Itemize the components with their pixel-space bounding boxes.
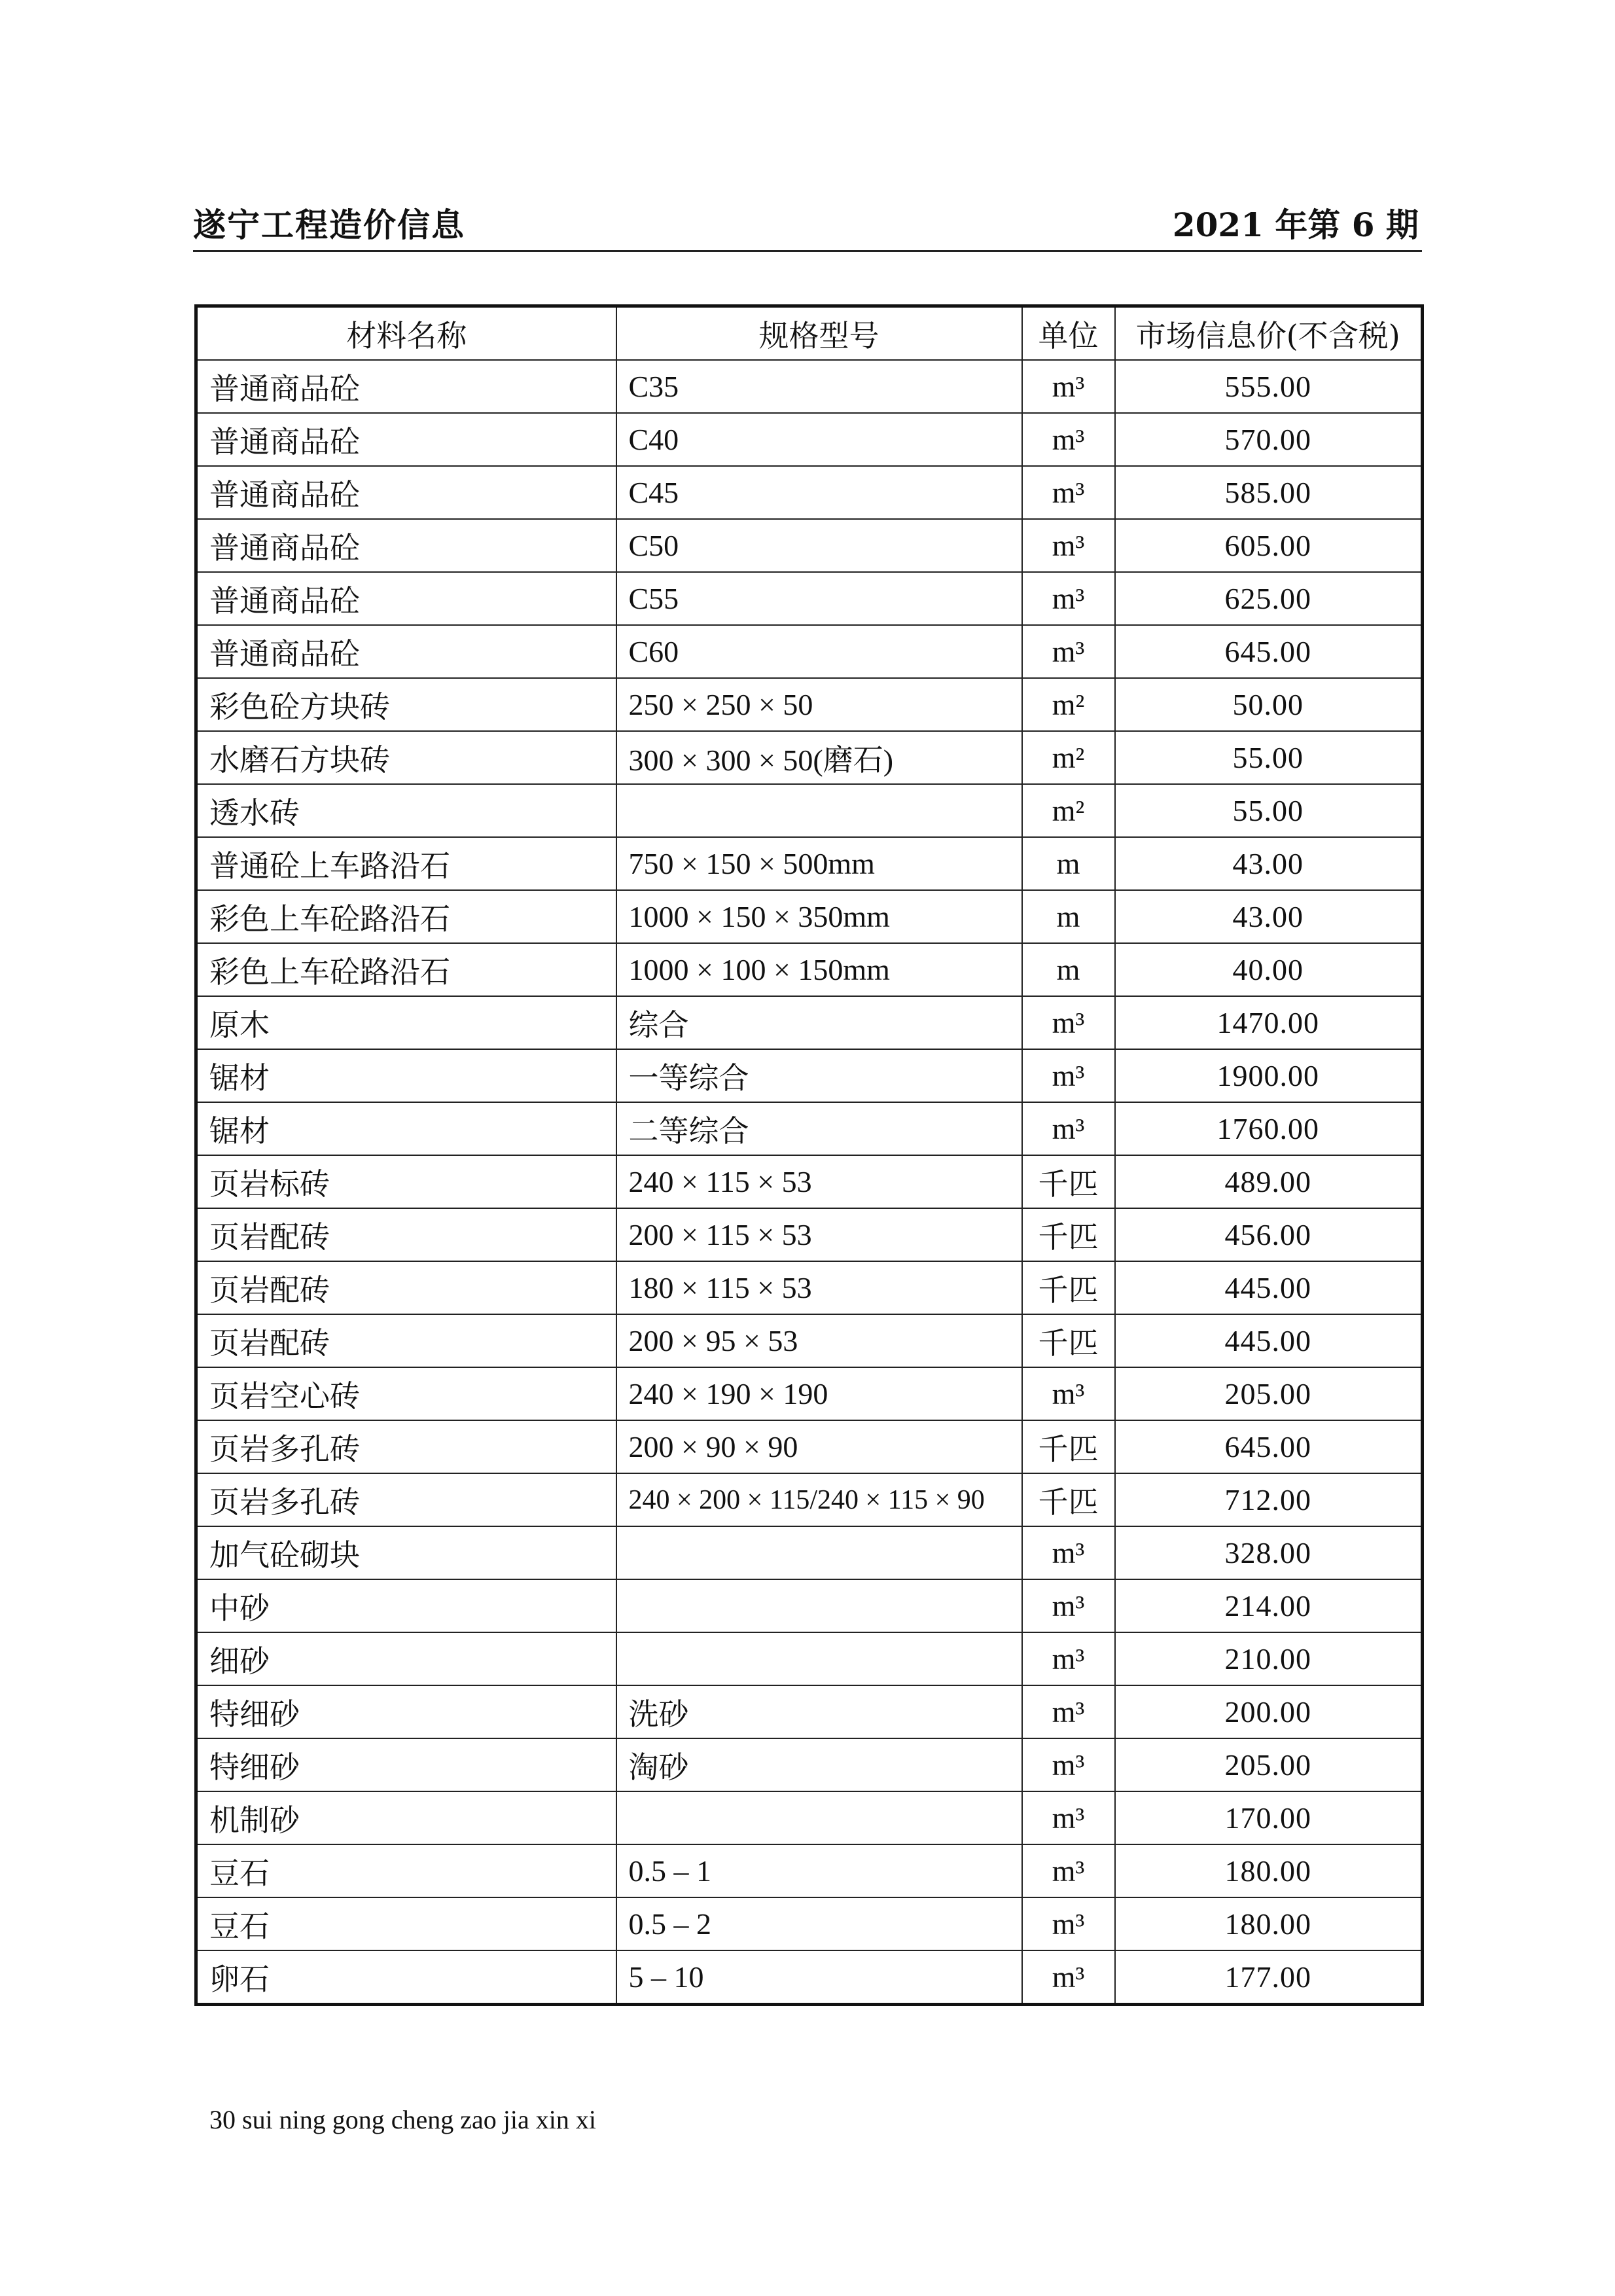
price-cell: 1760.00 (1115, 1102, 1423, 1155)
table-row (196, 572, 1423, 625)
price-cell: 712.00 (1115, 1473, 1423, 1526)
unit-cell: m³ (1022, 1102, 1115, 1155)
spec-cell: 200 × 115 × 53 (616, 1208, 1022, 1261)
price-cell: 214.00 (1115, 1579, 1423, 1632)
price-cell: 50.00 (1115, 678, 1423, 731)
price-cell: 210.00 (1115, 1632, 1423, 1685)
spec-cell (616, 1632, 1022, 1685)
unit-cell: m³ (1022, 1738, 1115, 1791)
material-name-cell: 锯材 (196, 1049, 616, 1102)
table-row (196, 1897, 1423, 1950)
price-cell: 1900.00 (1115, 1049, 1423, 1102)
spec-cell: C50 (616, 519, 1022, 572)
table-row (196, 1420, 1423, 1473)
table-row (196, 1155, 1423, 1208)
material-name-cell: 特细砂 (196, 1738, 616, 1791)
table-row (196, 1526, 1423, 1579)
price-cell: 489.00 (1115, 1155, 1423, 1208)
table-row (196, 1579, 1423, 1632)
spec-cell: 5 – 10 (616, 1950, 1022, 2005)
table-row (196, 837, 1423, 890)
table-row (196, 996, 1423, 1049)
material-name-cell: 特细砂 (196, 1685, 616, 1738)
material-name-cell: 彩色砼方块砖 (196, 678, 616, 731)
column-header-price: 市场信息价(不含税) (1115, 306, 1423, 361)
table-row (196, 625, 1423, 678)
unit-cell: m (1022, 837, 1115, 890)
material-name-cell: 普通商品砼 (196, 625, 616, 678)
unit-cell: m (1022, 890, 1115, 943)
table-body (196, 360, 1423, 2005)
price-cell: 645.00 (1115, 625, 1423, 678)
spec-cell: 200 × 90 × 90 (616, 1420, 1022, 1473)
price-cell: 180.00 (1115, 1897, 1423, 1950)
price-cell: 55.00 (1115, 784, 1423, 837)
material-name-cell: 卵石 (196, 1950, 616, 2005)
spec-cell: 0.5 – 2 (616, 1897, 1022, 1950)
price-cell: 40.00 (1115, 943, 1423, 996)
table-row (196, 360, 1423, 413)
price-cell: 205.00 (1115, 1738, 1423, 1791)
spec-cell (616, 784, 1022, 837)
price-cell: 605.00 (1115, 519, 1423, 572)
table-row (196, 1844, 1423, 1897)
table-row (196, 413, 1423, 466)
table-row (196, 1261, 1423, 1314)
unit-cell: m³ (1022, 1579, 1115, 1632)
unit-cell: m³ (1022, 1685, 1115, 1738)
spec-cell: 一等综合 (616, 1049, 1022, 1102)
price-cell: 43.00 (1115, 890, 1423, 943)
unit-cell: m² (1022, 678, 1115, 731)
material-name-cell: 加气砼砌块 (196, 1526, 616, 1579)
price-cell: 177.00 (1115, 1950, 1423, 2005)
table-row (196, 1049, 1423, 1102)
unit-cell: m (1022, 943, 1115, 996)
material-name-cell: 普通商品砼 (196, 360, 616, 413)
spec-cell: 240 × 115 × 53 (616, 1155, 1022, 1208)
spec-cell: C45 (616, 466, 1022, 519)
material-name-cell: 普通商品砼 (196, 413, 616, 466)
price-cell: 456.00 (1115, 1208, 1423, 1261)
table-row (196, 1791, 1423, 1844)
spec-cell: 1000 × 150 × 350mm (616, 890, 1022, 943)
material-name-cell: 彩色上车砼路沿石 (196, 890, 616, 943)
unit-cell: m³ (1022, 519, 1115, 572)
material-name-cell: 豆石 (196, 1897, 616, 1950)
price-cell: 585.00 (1115, 466, 1423, 519)
spec-cell: 750 × 150 × 500mm (616, 837, 1022, 890)
table-row (196, 1685, 1423, 1738)
spec-cell: 二等综合 (616, 1102, 1022, 1155)
spec-cell: 240 × 200 × 115/240 × 115 × 90 (616, 1473, 1022, 1526)
unit-cell: m³ (1022, 466, 1115, 519)
unit-cell: m³ (1022, 1049, 1115, 1102)
column-header-spec: 规格型号 (616, 306, 1022, 361)
price-cell: 445.00 (1115, 1261, 1423, 1314)
spec-cell: 300 × 300 × 50(磨石) (616, 731, 1022, 784)
unit-cell: 千匹 (1022, 1261, 1115, 1314)
spec-cell (616, 1791, 1022, 1844)
material-name-cell: 锯材 (196, 1102, 616, 1155)
spec-cell (616, 1526, 1022, 1579)
unit-cell: m³ (1022, 1844, 1115, 1897)
unit-cell: m³ (1022, 625, 1115, 678)
material-name-cell: 普通商品砼 (196, 466, 616, 519)
table-row (196, 784, 1423, 837)
header-divider (193, 250, 1422, 252)
column-header-unit: 单位 (1022, 306, 1115, 361)
material-name-cell: 豆石 (196, 1844, 616, 1897)
table-row (196, 1208, 1423, 1261)
table-row (196, 1102, 1423, 1155)
spec-cell: 1000 × 100 × 150mm (616, 943, 1022, 996)
material-name-cell: 页岩空心砖 (196, 1367, 616, 1420)
price-cell: 328.00 (1115, 1526, 1423, 1579)
spec-cell: 淘砂 (616, 1738, 1022, 1791)
price-cell: 645.00 (1115, 1420, 1423, 1473)
spec-cell: 180 × 115 × 53 (616, 1261, 1022, 1314)
price-cell: 1470.00 (1115, 996, 1423, 1049)
table-row (196, 1473, 1423, 1526)
table-row (196, 1367, 1423, 1420)
material-name-cell: 透水砖 (196, 784, 616, 837)
spec-cell: C40 (616, 413, 1022, 466)
material-name-cell: 普通商品砼 (196, 519, 616, 572)
price-cell: 570.00 (1115, 413, 1423, 466)
price-cell: 43.00 (1115, 837, 1423, 890)
unit-cell: m³ (1022, 1897, 1115, 1950)
issue-label: 2021 年第 6 期 (1172, 206, 1419, 244)
price-cell: 205.00 (1115, 1367, 1423, 1420)
table-row (196, 1314, 1423, 1367)
material-name-cell: 页岩多孔砖 (196, 1473, 616, 1526)
material-name-cell: 水磨石方块砖 (196, 731, 616, 784)
spec-cell: 240 × 190 × 190 (616, 1367, 1022, 1420)
price-cell: 55.00 (1115, 731, 1423, 784)
table-row (196, 678, 1423, 731)
material-name-cell: 页岩配砖 (196, 1261, 616, 1314)
spec-cell: C60 (616, 625, 1022, 678)
price-cell: 445.00 (1115, 1314, 1423, 1367)
unit-cell: m³ (1022, 996, 1115, 1049)
unit-cell: m³ (1022, 1791, 1115, 1844)
spec-cell: C55 (616, 572, 1022, 625)
unit-cell: m³ (1022, 572, 1115, 625)
material-name-cell: 页岩标砖 (196, 1155, 616, 1208)
material-name-cell: 普通商品砼 (196, 572, 616, 625)
table-row (196, 731, 1423, 784)
table-row (196, 519, 1423, 572)
spec-cell (616, 1579, 1022, 1632)
material-name-cell: 普通砼上车路沿石 (196, 837, 616, 890)
material-name-cell: 中砂 (196, 1579, 616, 1632)
unit-cell: m³ (1022, 1526, 1115, 1579)
table-row (196, 943, 1423, 996)
unit-cell: 千匹 (1022, 1473, 1115, 1526)
spec-cell: 洗砂 (616, 1685, 1022, 1738)
price-cell: 555.00 (1115, 360, 1423, 413)
unit-cell: m³ (1022, 1950, 1115, 2005)
unit-cell: m³ (1022, 1367, 1115, 1420)
spec-cell: C35 (616, 360, 1022, 413)
unit-cell: 千匹 (1022, 1314, 1115, 1367)
publication-title: 遂宁工程造价信息 (193, 206, 465, 244)
unit-cell: m³ (1022, 413, 1115, 466)
price-cell: 180.00 (1115, 1844, 1423, 1897)
spec-cell: 250 × 250 × 50 (616, 678, 1022, 731)
spec-cell: 200 × 95 × 53 (616, 1314, 1022, 1367)
material-name-cell: 彩色上车砼路沿石 (196, 943, 616, 996)
table-row (196, 1632, 1423, 1685)
unit-cell: m³ (1022, 360, 1115, 413)
unit-cell: m² (1022, 784, 1115, 837)
table-row (196, 890, 1423, 943)
material-name-cell: 页岩配砖 (196, 1208, 616, 1261)
price-table (194, 304, 1424, 2006)
material-name-cell: 机制砂 (196, 1791, 616, 1844)
unit-cell: 千匹 (1022, 1155, 1115, 1208)
unit-cell: m² (1022, 731, 1115, 784)
material-name-cell: 页岩多孔砖 (196, 1420, 616, 1473)
table-row (196, 1738, 1423, 1791)
spec-cell: 综合 (616, 996, 1022, 1049)
price-cell: 170.00 (1115, 1791, 1423, 1844)
column-header-name: 材料名称 (196, 306, 616, 361)
page-footer: 30 sui ning gong cheng zao jia xin xi (209, 2105, 597, 2134)
spec-cell: 0.5 – 1 (616, 1844, 1022, 1897)
unit-cell: 千匹 (1022, 1420, 1115, 1473)
table-row (196, 1950, 1423, 2005)
unit-cell: 千匹 (1022, 1208, 1115, 1261)
table-row (196, 466, 1423, 519)
price-cell: 200.00 (1115, 1685, 1423, 1738)
material-name-cell: 原木 (196, 996, 616, 1049)
table-header-row (196, 306, 1423, 361)
unit-cell: m³ (1022, 1632, 1115, 1685)
price-cell: 625.00 (1115, 572, 1423, 625)
material-name-cell: 细砂 (196, 1632, 616, 1685)
material-name-cell: 页岩配砖 (196, 1314, 616, 1367)
